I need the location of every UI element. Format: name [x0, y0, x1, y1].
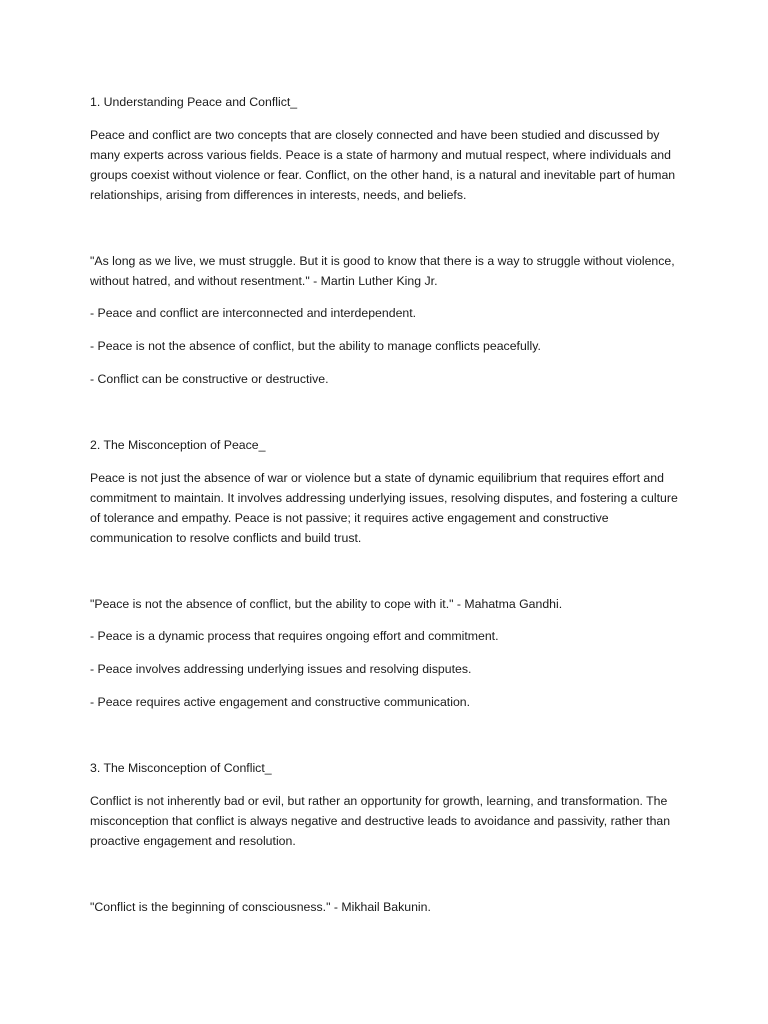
section-quote: "As long as we live, we must struggle. But it is good to know that there is a way to struggle without violence, without hatred, and without resentment." - Martin Luther King Jr.	[90, 254, 675, 288]
bullet-item: - Peace and conflict are interconnected and interdependent.	[90, 306, 417, 320]
section-paragraph: Conflict is not inherently bad or evil, but rather an opportunity for growth, learning, and transformation. The misconception that conflict is always negative and destructive leads to avoidance and passivity, rather than proactive engagement and resolution.	[90, 794, 671, 848]
bullet-item: - Peace involves addressing underlying issues and resolving disputes.	[90, 662, 472, 676]
bullet-item: - Peace is not the absence of conflict, but the ability to manage conflicts peacefully.	[90, 339, 541, 353]
bullet-item: - Peace requires active engagement and constructive communication.	[90, 695, 471, 709]
section-paragraph: Peace is not just the absence of war or violence but a state of dynamic equilibrium that requires effort and commitment to maintain. It involves addressing underlying issues, resolving disputes, and fostering a culture of tolerance and empathy. Peace is not passive; it requires active engagement and constructive communication to resolve conflicts and build trust.	[90, 471, 678, 545]
section-heading: 1. Understanding Peace and Conflict_	[90, 95, 298, 109]
bullet-item: - Peace is a dynamic process that requires ongoing effort and commitment.	[90, 629, 499, 643]
section-paragraph: Peace and conflict are two concepts that are closely connected and have been studied and discussed by many experts across various fields. Peace is a state of harmony and mutual respect, where individuals and groups coexist without violence or fear. Conflict, on the other hand, is a natural and inevitable part of human relationships, arising from differences in interests, needs, and beliefs.	[90, 128, 676, 202]
section-heading: 2. The Misconception of Peace_	[90, 438, 266, 452]
section-quote: "Peace is not the absence of conflict, but the ability to cope with it." - Mahatma Gandhi.	[90, 597, 563, 611]
bullet-item: - Conflict can be constructive or destructive.	[90, 372, 329, 386]
section-quote: "Conflict is the beginning of consciousness." - Mikhail Bakunin.	[90, 900, 431, 914]
section-heading: 3. The Misconception of Conflict_	[90, 761, 272, 775]
